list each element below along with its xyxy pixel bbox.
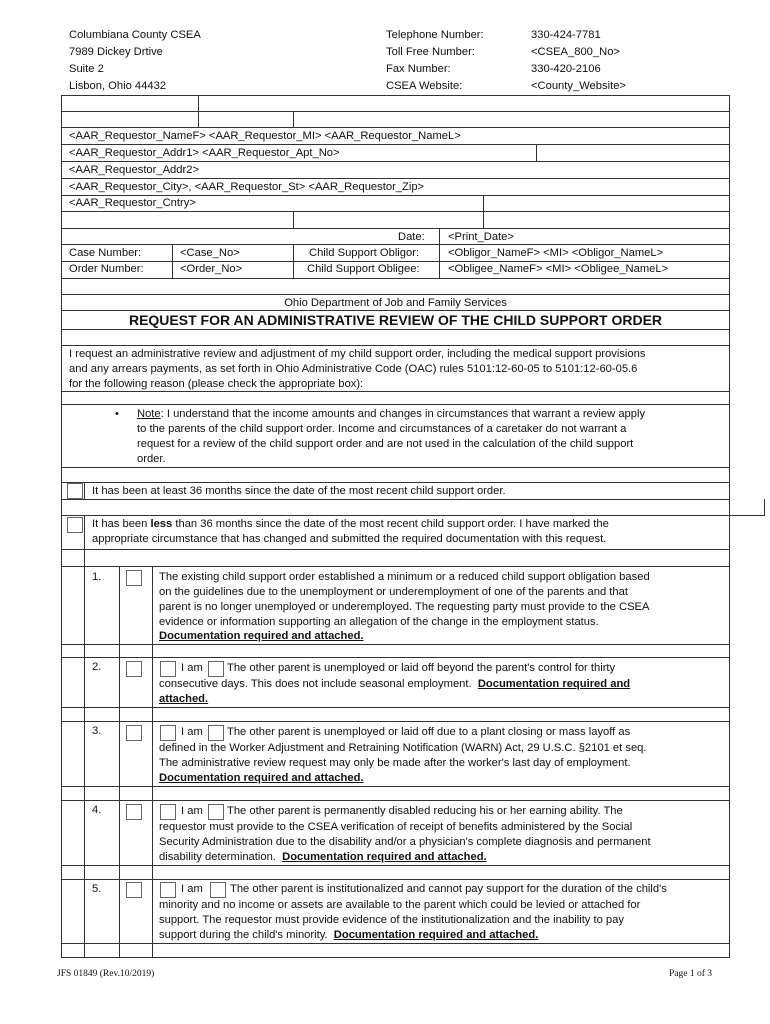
cell-divider <box>439 228 440 278</box>
item-3-i-am: I am <box>181 726 203 738</box>
rule <box>61 644 730 645</box>
phone-label: Telephone Number: <box>386 29 484 41</box>
item-1-line-2: on the guidelines due to the unemployment or underemployment of one of the parents and that <box>159 586 628 598</box>
option-less-36-post: than 36 months since the date of the most recent child support order. I have marked the <box>172 518 609 530</box>
intro-line-3: for the following reason (please check the appropriate box): <box>69 378 364 390</box>
rule <box>61 467 730 468</box>
rule <box>61 721 730 722</box>
agency-address-1: 7989 Dickey Drtive <box>69 46 163 58</box>
cell-divider <box>84 515 85 549</box>
item-number: 1. <box>92 571 102 583</box>
agency-address-2: Suite 2 <box>69 63 104 75</box>
note-label: Note <box>137 408 161 420</box>
item-4-documentation: Documentation required and attached. <box>282 851 487 863</box>
form-id: JFS 01849 (Rev.10/2019) <box>57 969 155 979</box>
page-title: REQUEST FOR AN ADMINISTRATIVE REVIEW OF THE CHILD SUPPORT ORDER <box>128 312 663 328</box>
note-line-4: order. <box>137 453 166 465</box>
item-5-other-parent-checkbox[interactable] <box>210 882 226 898</box>
rule <box>61 404 730 405</box>
item-number: 5. <box>92 883 102 895</box>
item-column-divider <box>152 566 153 957</box>
rule <box>61 278 730 279</box>
rule <box>61 879 730 880</box>
intro-line-2: and any arrears payments, as set forth in Ohio Administrative Code (OAC) rules 5101:12-60-05 to 5101:12-60-05.6 <box>69 363 638 375</box>
rule <box>61 865 730 866</box>
item-1-checkbox[interactable] <box>126 570 142 586</box>
item-5-i-am: I am <box>181 883 203 895</box>
rule <box>61 211 730 212</box>
cell-divider <box>536 144 537 161</box>
fax-label: Fax Number: <box>386 63 451 75</box>
cell-divider <box>293 111 294 127</box>
note-line-3: request for a review of the child support order and are not used in the calculation of the child support <box>137 438 634 450</box>
item-2-other-parent-checkbox[interactable] <box>208 661 224 677</box>
item-5-line-3: support. The requestor must provide evidence of the institutionalization and the inability to pay <box>159 914 624 926</box>
agency-name: Columbiana County CSEA <box>69 29 201 41</box>
item-4-checkbox[interactable] <box>126 804 142 820</box>
rule <box>61 329 730 330</box>
item-number: 2. <box>92 661 102 673</box>
option-less-36-line-2: appropriate circumstance that has changed and submitted the required documentation with this request. <box>92 533 607 545</box>
rule <box>61 228 730 229</box>
requestor-city-state-zip: <AAR_Requestor_City>, <AAR_Requestor_St> <AAR_Requestor_Zip> <box>69 181 425 193</box>
rule <box>61 391 730 392</box>
item-2-line-2: consecutive days. This does not include seasonal employment. <box>159 678 472 690</box>
item-1-line-3: parent is no longer unemployed or underemployed. The requesting party must provide to the CSEA <box>159 601 650 613</box>
item-3-line-3: The administrative review request may only be made after the worker's last day of employment. <box>159 757 631 769</box>
obligee-label: Child Support Obligee: <box>307 263 420 275</box>
item-4-i-am: I am <box>181 805 203 817</box>
date-label: Date: <box>398 231 425 243</box>
item-4-other-parent-checkbox[interactable] <box>208 804 224 820</box>
order-number-label: Order Number: <box>69 263 144 275</box>
form-right-border <box>729 95 730 957</box>
item-2-checkbox[interactable] <box>126 661 142 677</box>
item-5-documentation: Documentation required and attached. <box>333 929 539 941</box>
option-less-36-line-1 <box>92 516 609 532</box>
rule <box>61 707 730 708</box>
rule <box>61 499 730 500</box>
requestor-address-2: <AAR_Requestor_Addr2> <box>69 164 199 176</box>
item-2-line-2-wrap <box>159 676 630 692</box>
cell-divider <box>84 482 85 499</box>
note-line-1 <box>137 406 645 422</box>
obligor-label: Child Support Obligor: <box>309 247 420 259</box>
cell-divider <box>293 211 294 228</box>
print-date: <Print_Date> <box>448 231 514 243</box>
rule <box>61 549 730 550</box>
item-3-line-2: defined in the Worker Adjustment and Retraining Notification (WARN) Act, 29 U.S.C. §2101 et seq. <box>159 742 647 754</box>
item-3-documentation: Documentation required and attached. <box>159 772 364 784</box>
intro-line-1: I request an administrative review and adjustment of my child support order, including the medical support provisions <box>69 348 646 360</box>
option-36-months-text: It has been at least 36 months since the date of the most recent child support order. <box>92 485 506 497</box>
item-5-line-4-wrap <box>159 927 538 943</box>
item-4-i-am-checkbox[interactable] <box>160 804 176 820</box>
item-4-line-2: requestor must provide to the CSEA verification of receipt of benefits administered by the Social <box>159 821 633 833</box>
obligor-value: <Obligor_NameF> <MI> <Obligor_NameL> <box>448 247 664 259</box>
item-1-line-1: The existing child support order established a minimum or a reduced child support obligation based <box>159 571 650 583</box>
option-less-36-pre: It has been <box>92 518 151 530</box>
note-bullet: • <box>115 408 119 420</box>
note-text-1: : I understand that the income amounts and changes in circumstances that warrant a review apply <box>160 408 646 420</box>
option-36-months-checkbox[interactable] <box>67 483 83 499</box>
requestor-name: <AAR_Requestor_NameF> <AAR_Requestor_MI> <AAR_Requestor_NameL> <box>69 130 461 142</box>
item-4-line-4-wrap <box>159 849 487 865</box>
phone-value: 330-424-7781 <box>531 29 601 41</box>
website-value: <County_Website> <box>531 80 626 92</box>
item-4-line-3: Security Administration due to the disability and/or a physician's complete diagnosis and permanent <box>159 836 651 848</box>
agency-city: Lisbon, Ohio 44432 <box>69 80 167 92</box>
rule <box>61 800 730 801</box>
item-3-checkbox[interactable] <box>126 725 142 741</box>
item-2-i-am: I am <box>181 662 203 674</box>
rule <box>61 957 730 958</box>
page-number: Page 1 of 3 <box>669 969 713 979</box>
case-number-value: <Case_No> <box>180 247 240 259</box>
website-label: CSEA Website: <box>386 80 463 92</box>
department-name: Ohio Department of Job and Family Services <box>284 297 507 309</box>
item-2-documentation-a: Documentation required and <box>477 678 631 690</box>
item-column-divider <box>84 549 85 957</box>
rule <box>61 657 730 658</box>
item-1-documentation: Documentation required and attached. <box>159 630 364 642</box>
item-5-line-4: support during the child's minority. <box>159 929 328 941</box>
item-1-line-4: evidence or information supporting an allegation of the change in the employment status. <box>159 616 599 628</box>
rule <box>61 943 730 944</box>
rule <box>61 95 730 96</box>
item-5-i-am-checkbox[interactable] <box>160 882 176 898</box>
item-5-line-1: The other parent is institutionalized and cannot pay support for the duration of the child's <box>230 883 667 895</box>
option-less-36-bold: less <box>150 518 173 530</box>
option-less-36-checkbox[interactable] <box>67 517 83 533</box>
note-line-2: to the parents of the child support order. Income and circumstances of a caretaker do not warrant a <box>137 423 627 435</box>
form-left-border <box>61 95 62 957</box>
item-5-checkbox[interactable] <box>126 882 142 898</box>
requestor-address-1: <AAR_Requestor_Addr1> <AAR_Requestor_Apt_No> <box>69 147 340 159</box>
item-column-divider <box>119 566 120 957</box>
rule <box>61 566 730 567</box>
obligee-value: <Obligee_NameF> <MI> <Obligee_NameL> <box>448 263 669 275</box>
order-number-value: <Order_No> <box>180 263 243 275</box>
cell-divider <box>764 499 765 515</box>
item-number: 4. <box>92 804 102 816</box>
tollfree-label: Toll Free Number: <box>386 46 475 58</box>
item-4-line-1: The other parent is permanently disabled reducing his or her earning ability. The <box>227 805 623 817</box>
item-3-line-1: The other parent is unemployed or laid off due to a plant closing or mass layoff as <box>227 726 631 738</box>
item-number: 3. <box>92 725 102 737</box>
item-5-line-2: minority and no income or assets are available to the parent which could be levied or attached for <box>159 899 641 911</box>
item-2-documentation-b: attached. <box>159 693 209 705</box>
item-2-line-1: The other parent is unemployed or laid off beyond the parent's control for thirty <box>227 662 616 674</box>
tollfree-value: <CSEA_800_No> <box>531 46 620 58</box>
case-number-label: Case Number: <box>69 247 142 259</box>
rule <box>61 111 730 112</box>
item-4-line-4: disability determination. <box>159 851 276 863</box>
fax-value: 330-420-2106 <box>531 63 601 75</box>
item-2-i-am-checkbox[interactable] <box>160 661 176 677</box>
requestor-country: <AAR_Requestor_Cntry> <box>69 197 196 209</box>
item-3-other-parent-checkbox[interactable] <box>208 725 224 741</box>
rule <box>61 786 730 787</box>
item-3-i-am-checkbox[interactable] <box>160 725 176 741</box>
